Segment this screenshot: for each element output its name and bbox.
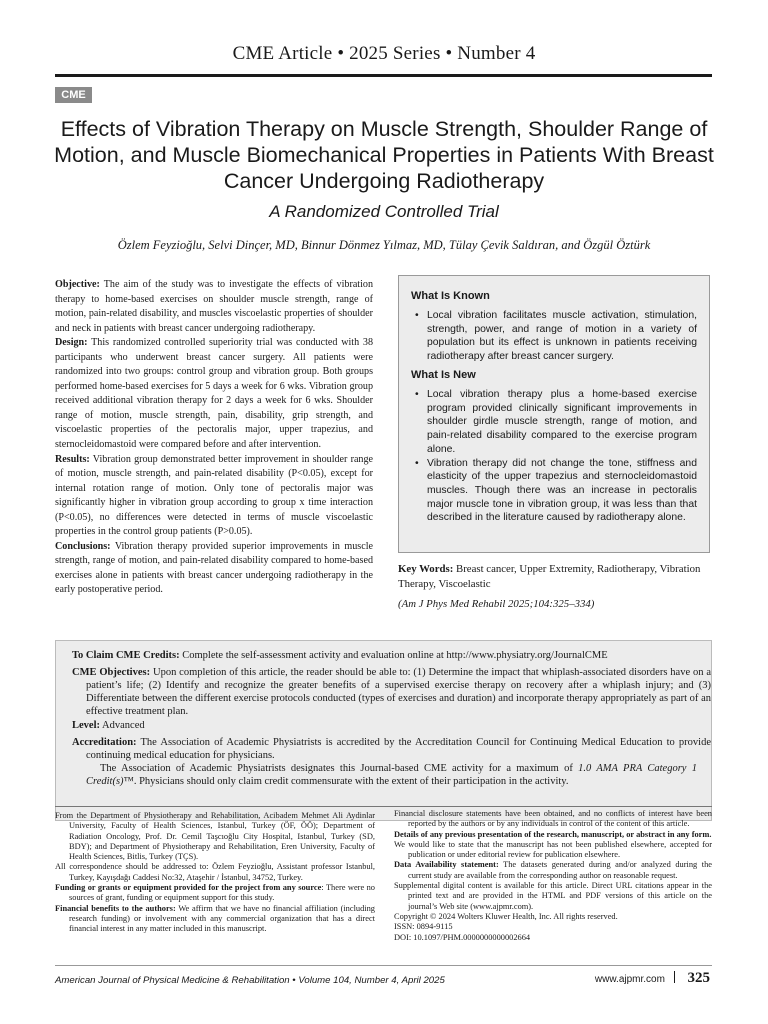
disclosure-note: Financial disclosure statements have been obtained, and no conflicts of interest have been reported by the authors or by any individuals in control of the content of this article. bbox=[394, 809, 712, 829]
article-title: Effects of Vibration Therapy on Muscle Strength, Shoulder Range of Motion, and Muscle Biomechanical Properties in Patients With Breast Cancer Undergoing Radiotherapy bbox=[54, 117, 714, 193]
level-text: Advanced bbox=[102, 720, 145, 731]
keywords-label: Key Words: bbox=[398, 563, 454, 575]
accreditation-text: The Association of Academic Physiatrists is accredited by the Accreditation Council for Continuing Medical Education to provide continuing medical education for physicians. bbox=[86, 737, 712, 761]
issn-note: ISSN: 0894-9115 bbox=[394, 922, 453, 932]
design-label: Design: bbox=[55, 337, 88, 349]
journal-footer: American Journal of Physical Medicine & Rehabilitation • Volume 104, Number 4, April 2025 bbox=[55, 975, 445, 986]
objectives-text: Upon completion of this article, the reader should be able to: (1) Determine the impact that whiplash-associated disorders have on a patient’s life; (2) Identify and recognize the greater benefits of a supervised exercise therapy on recovery after a whiplash injury; and (3) Differentiate between the different exercise protocols conducted (types of exercises and duration) and incorporate therapy appropriately as part of an effective treatment plan. bbox=[86, 667, 712, 717]
objective-text: The aim of the study was to investigate the effects of vibration therapy to home-based exercises on shoulder muscle strength, range of motion, pain-related disability, and muscles viscoelastic properties of shoulder and neck in patients with breast cancer undergoing radiotherapy. bbox=[55, 279, 374, 334]
objective-label: Objective: bbox=[55, 279, 100, 290]
known-list bbox=[415, 309, 697, 364]
footnote-rule bbox=[55, 806, 712, 807]
known-heading: What Is Known bbox=[411, 290, 490, 302]
header-rule bbox=[55, 74, 712, 77]
financial-label: Financial benefits to the authors: bbox=[55, 903, 176, 913]
abstract-objective bbox=[55, 278, 373, 336]
page-number: 325 bbox=[687, 970, 710, 986]
cme-box bbox=[55, 640, 712, 821]
doi-note: DOI: 10.1097/PHM.0000000000002664 bbox=[394, 932, 531, 942]
copyright-note: Copyright © 2024 Wolters Kluwer Health, Inc. All rights reserved. bbox=[394, 911, 618, 921]
claim-label: To Claim CME Credits: bbox=[72, 650, 180, 661]
abstract-results bbox=[55, 453, 373, 540]
availability-note bbox=[394, 860, 712, 881]
article-subtitle: A Randomized Controlled Trial bbox=[269, 202, 499, 221]
list-item: • Vibration therapy did not change the tone, stiffness and elasticity of the upper trapezius and sternocleidomastoid muscles. Though there was an increase in pectoralis major muscle tone in vibration group, it was less than that described in the literature caused by radiotherapy alone. bbox=[415, 457, 697, 526]
conclusions-text: Vibration therapy provided superior improvements in muscle strength, range of motion, and pain-related disability compared to home-based exercises alone in patients with breast cancer undergoing radiotherapy in the early postoperative period. bbox=[55, 540, 374, 596]
designation-text-a: The Association of Academic Physiatrists designates this Journal-based CME activity for a maximum of bbox=[100, 763, 579, 774]
claim-text: Complete the self-assessment activity and evaluation online at http://www.physiatry.org/JournalCME bbox=[182, 650, 608, 661]
level-label: Level: bbox=[72, 720, 100, 731]
footer-divider bbox=[674, 971, 675, 983]
financial-text: We affirm that we have no financial affiliation (including research funding) or involvement with any commercial organization that has a direct financial interest in any matter included in this manuscript. bbox=[69, 903, 375, 934]
citation: (Am J Phys Med Rehabil 2025;104:325–334) bbox=[398, 598, 595, 610]
abstract-conclusions bbox=[55, 540, 373, 598]
keywords-text: Breast cancer, Upper Extremity, Radiotherapy, Vibration Therapy, Viscoelastic bbox=[398, 563, 701, 590]
correspondence-note: All correspondence should be addressed to: Özlem Feyzioğlu, Assistant professor Istanbul, Turkey, Kayışdağı Caddesi No:32, Ataşehir / İstanbul, 34752, Turkey. bbox=[55, 862, 375, 882]
website-link[interactable]: www.ajpmr.com bbox=[594, 974, 665, 985]
author-list: Özlem Feyzioğlu, Selvi Dinçer, MD, Binnur Dönmez Yılmaz, MD, Tülay Çevik Saldıran, and Özgül Öztürk bbox=[117, 238, 651, 252]
series-header: CME Article • 2025 Series • Number 4 bbox=[232, 43, 536, 64]
new-heading: What Is New bbox=[411, 369, 476, 381]
prior-presentation-note: We would like to state that the manuscript has not been published elsewhere, accepted for publication or under editorial review for publication elsewhere. bbox=[394, 839, 712, 860]
cme-accreditation bbox=[72, 736, 711, 762]
cme-claim bbox=[72, 649, 711, 662]
keywords bbox=[398, 562, 710, 591]
affiliation-note: From the Department of Physiotherapy and Rehabilitation, Acibadem Mehmet Ali Aydinlar University, Faculty of Health Sciences, Istanbul, Turkey (ÖF, ÖÖ); Department of Radiation Oncology, Prof. Dr. Cemil Taşcıoğlu City Hospital, Istanbul, Turkey (SD, BDY); and Department of Physiotherapy and Rehabilitation, Eren University, Faculty of Health Sciences, Bitlis, Turkey (TÇS). bbox=[55, 811, 375, 862]
availability-label: Data Availability statement: bbox=[394, 860, 499, 870]
cme-designation bbox=[86, 762, 697, 788]
footer-right bbox=[595, 970, 710, 987]
footer-rule bbox=[55, 965, 712, 966]
funding-note bbox=[55, 883, 375, 904]
footnotes-right bbox=[394, 809, 712, 943]
abstract-design bbox=[55, 336, 373, 452]
financial-note bbox=[55, 904, 375, 935]
list-item: • Local vibration facilitates muscle activation, stimulation, strength, power, and range of motion in a variety of population but its effect is unknown in patients receiving radiotherapy after breast cancer surgery. bbox=[415, 309, 697, 364]
cme-level bbox=[72, 719, 711, 732]
prior-label: Details of any previous presentation of the research, manuscript, or abstract in any form. bbox=[394, 829, 712, 839]
new-list bbox=[415, 388, 697, 525]
list-item: • Local vibration therapy plus a home-based exercise program provided clinically significant improvements in shoulder girdle muscle strength, range of motion, and pain-related disability compared to the exercise program alone. bbox=[415, 388, 697, 457]
design-text: This randomized controlled superiority trial was conducted with 38 participants who underwent breast cancer surgery. All patients were randomized into two groups: control group and vibration group. Both groups performed home-based exercises for 5 days a week for 6 wks. Vibration group received additional vibration therapy for 2 days a week for 6 wks. Shoulder range of motion, muscle strength, pain, disability, grip strength, and viscoelastic properties of the pectoralis major, upper trapezius, and sternocleidomastoid were compared before and after intervention. bbox=[55, 337, 373, 451]
key-points-box bbox=[398, 275, 710, 553]
abstract bbox=[55, 278, 373, 598]
objectives-label: CME Objectives: bbox=[72, 667, 151, 678]
funding-label: Funding or grants or equipment provided for the project from any source bbox=[55, 883, 322, 893]
designation-credit: 1.0 AMA PRA Category 1 Credit(s) bbox=[86, 763, 697, 787]
prior-presentation-label bbox=[394, 830, 712, 840]
accreditation-label: Accreditation: bbox=[72, 737, 137, 748]
designation-text-b: ™. Physicians should only claim credit commensurate with the extent of their participation in the activity. bbox=[123, 776, 569, 787]
conclusions-label: Conclusions: bbox=[55, 540, 111, 552]
supplemental-note: Supplemental digital content is available for this article. Direct URL citations appear in the printed text and are provided in the HTML and PDF versions of this article on the journal’s Web site (www.ajpmr.com). bbox=[394, 881, 712, 911]
footnotes-left bbox=[55, 811, 375, 935]
results-label: Results: bbox=[55, 453, 90, 465]
results-text: Vibration group demonstrated better improvement in shoulder range of motion, muscle strength, and pain-related disability (P<0.05), except for internal rotation range of motion. Only tone of pectoralis major was significantly higher in vibration group according to group x time interaction (P<0.05), no differences were detected in terms of muscle viscoelastic properties in the control group patients (P>0.05). bbox=[55, 453, 373, 538]
funding-text: : There were no sources of grant, funding or equipment support for this study. bbox=[69, 883, 375, 903]
availability-text: The datasets generated during and/or analyzed during the current study are available from the corresponding author on reasonable request. bbox=[408, 860, 712, 880]
cme-tag: CME bbox=[55, 87, 92, 103]
cme-objectives bbox=[72, 666, 711, 718]
